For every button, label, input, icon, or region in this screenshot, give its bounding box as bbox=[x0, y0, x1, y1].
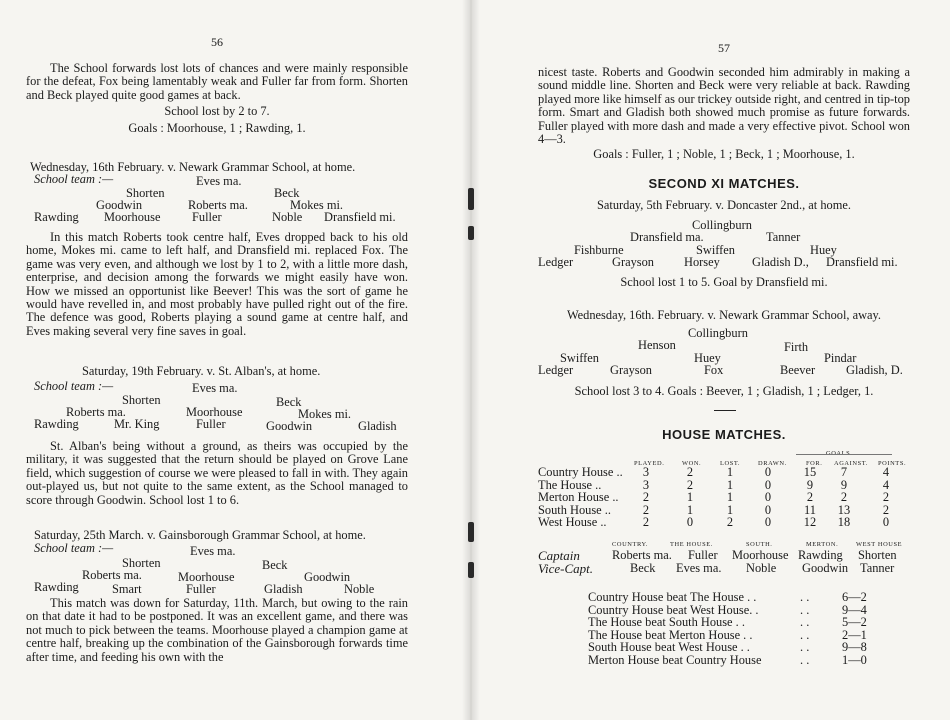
player-forward: Fuller bbox=[192, 210, 222, 224]
player-half: Goodwin bbox=[304, 570, 351, 584]
player-half: Roberts ma. bbox=[82, 568, 142, 582]
column-header: WON. bbox=[682, 460, 702, 467]
table-cell: 2 bbox=[726, 515, 734, 530]
player-forward: Noble bbox=[344, 582, 375, 596]
player-forward: Gladish bbox=[358, 419, 397, 433]
table-cell: 2 bbox=[686, 477, 694, 492]
table-cell: 2 bbox=[806, 490, 814, 505]
result-dots: . . bbox=[800, 590, 810, 604]
table-cell: 15 bbox=[803, 465, 817, 479]
player-half: Huey bbox=[810, 243, 837, 257]
player-half: Roberts ma. bbox=[66, 405, 126, 419]
table-cell: 12 bbox=[803, 515, 817, 530]
player-back: Beck bbox=[276, 395, 302, 409]
table-cell: 0 bbox=[686, 515, 694, 530]
captain-column-header: WEST HOUSE bbox=[856, 541, 903, 548]
match-heading: Wednesday, 16th. February. v. Newark Grammar School, away. bbox=[566, 308, 882, 322]
team-label: School team :— bbox=[34, 172, 114, 187]
section-rule bbox=[714, 410, 736, 411]
player-back: Dransfield ma. bbox=[630, 230, 704, 244]
player-forward: Gladish D., bbox=[752, 255, 809, 269]
vice-captain-name: Noble bbox=[746, 561, 777, 575]
captain-label: Captain bbox=[538, 548, 580, 563]
captain-column-header: COUNTRY. bbox=[612, 541, 649, 548]
table-cell: 4 bbox=[882, 477, 890, 492]
table-cell: 1 bbox=[686, 502, 694, 517]
player-half: Huey bbox=[694, 351, 721, 365]
player-back: Tanner bbox=[766, 230, 801, 244]
vice-captain-name: Beck bbox=[630, 561, 656, 575]
result-score: 1—0 bbox=[842, 653, 867, 667]
player-forward: Grayson bbox=[610, 363, 652, 377]
player-back: Beck bbox=[262, 558, 288, 572]
result-dots: . . bbox=[800, 615, 810, 630]
result-dots: . . bbox=[800, 602, 810, 617]
captain-name: Rawding bbox=[798, 548, 843, 562]
house-name: West House .. bbox=[538, 515, 607, 530]
match-report: St. Alban's being without a ground, as theirs was occupied by the military, it was suggested that the return should be played on Grove Lane field, which suggestion of course we were pleased to fall in with. They again out-played us, but not quite to the same extent, as the School managed to score through Goodwin. School lost 1 to 6. bbox=[26, 439, 408, 507]
table-cell: 3 bbox=[642, 477, 650, 492]
team-label: School team :— bbox=[34, 541, 114, 556]
match-report: This match was down for Saturday, 11th. March, but owing to the rain on that date it had to be postponed. It was an excellent game, and there was not much to pick between the teams. Moorhouse played a champion game at centre half, breaking up the combination of the Gainsborough forwards time after time, and feeding his own with the bbox=[26, 596, 408, 664]
vice-captain-name: Eves ma. bbox=[676, 561, 722, 575]
result-match: South House beat West House . . bbox=[588, 640, 750, 655]
column-header: POINTS. bbox=[878, 460, 907, 467]
left-page bbox=[26, 0, 408, 720]
table-cell: 0 bbox=[764, 477, 772, 492]
captain-name: Roberts ma. bbox=[612, 548, 672, 562]
player-half: Swiffen bbox=[696, 243, 736, 257]
match-heading: Saturday, 25th March. v. Gainsborough Grammar School, at home. bbox=[34, 528, 366, 543]
match-goals: Goals : Moorhouse, 1 ; Rawding, 1. bbox=[128, 121, 306, 135]
section-heading: HOUSE MATCHES. bbox=[662, 427, 786, 442]
player-half: Moorhouse bbox=[186, 405, 243, 419]
house-name: Merton House .. bbox=[538, 490, 619, 505]
match-result: School lost 3 to 4. Goals : Beever, 1 ; Gladish, 1 ; Ledger, 1. bbox=[574, 384, 874, 398]
table-cell: 13 bbox=[837, 502, 851, 517]
page-number: 57 bbox=[718, 41, 730, 55]
result-dots: . . bbox=[800, 640, 810, 655]
player-forward: Rawding bbox=[34, 580, 79, 594]
player-forward: Fuller bbox=[196, 417, 226, 431]
player-forward: Smart bbox=[112, 582, 142, 596]
column-header: PLAYED. bbox=[634, 460, 665, 467]
player-half: Goodwin bbox=[96, 198, 143, 212]
table-cell: 2 bbox=[642, 490, 650, 505]
match-heading: Wednesday, 16th February. v. Newark Grammar School, at home. bbox=[30, 160, 356, 175]
table-cell: 1 bbox=[726, 502, 734, 517]
player-half: Moorhouse bbox=[178, 570, 235, 584]
result-match: Merton House beat Country House bbox=[588, 653, 762, 667]
captain-column-header: THE HOUSE. bbox=[670, 541, 713, 548]
match-heading: Saturday, 19th February. v. St. Alban's, at home. bbox=[82, 364, 321, 379]
result-score: 9—4 bbox=[842, 602, 867, 617]
player-forward: Gladish, D. bbox=[846, 363, 903, 377]
player-back: Firth bbox=[784, 340, 809, 354]
player-goal: Eves ma. bbox=[192, 381, 238, 395]
player-forward: Ledger bbox=[538, 255, 574, 269]
vice-captain-label: Vice-Capt. bbox=[538, 561, 593, 576]
table-cell: 9 bbox=[840, 477, 848, 492]
table-cell: 1 bbox=[726, 465, 734, 479]
table-cell: 1 bbox=[726, 477, 734, 492]
player-forward: Grayson bbox=[612, 255, 654, 269]
house-name: South House .. bbox=[538, 502, 611, 517]
player-forward: Goodwin bbox=[266, 419, 313, 433]
section-heading: SECOND XI MATCHES. bbox=[648, 176, 800, 191]
player-forward: Noble bbox=[272, 210, 303, 224]
player-back: Shorten bbox=[122, 393, 161, 407]
result-match: Country House beat West House. . bbox=[588, 602, 759, 617]
player-goal: Collingburn bbox=[692, 218, 752, 232]
player-forward: Moorhouse bbox=[104, 210, 161, 224]
player-goal: Eves ma. bbox=[190, 544, 236, 558]
table-cell: 2 bbox=[686, 465, 694, 479]
table-cell: 0 bbox=[764, 465, 772, 479]
captain-name: Moorhouse bbox=[732, 548, 789, 562]
table-cell: 0 bbox=[764, 490, 772, 505]
house-name: Country House .. bbox=[538, 465, 623, 479]
table-cell: 2 bbox=[882, 490, 890, 505]
result-dots: . . bbox=[800, 653, 810, 667]
player-goal: Collingburn bbox=[688, 326, 748, 340]
book-gutter bbox=[462, 0, 480, 720]
player-back: Shorten bbox=[122, 556, 161, 570]
table-cell: 7 bbox=[840, 465, 848, 479]
table-cell: 1 bbox=[726, 490, 734, 505]
staple-top bbox=[468, 188, 474, 210]
player-forward: Fox bbox=[704, 363, 724, 377]
player-forward: Beever bbox=[780, 363, 816, 377]
player-forward: Dransfield mi. bbox=[324, 210, 396, 224]
player-forward: Horsey bbox=[684, 255, 720, 269]
table-cell: 11 bbox=[804, 502, 816, 517]
captain-column-header: MERTON. bbox=[806, 541, 839, 548]
table-cell: 4 bbox=[882, 465, 890, 479]
column-header: LOST. bbox=[720, 460, 741, 467]
table-cell: 2 bbox=[642, 502, 650, 517]
player-half: Swiffen bbox=[560, 351, 600, 365]
house-name: The House .. bbox=[538, 477, 602, 492]
table-cell: 3 bbox=[642, 465, 650, 479]
staple-bottom bbox=[468, 562, 474, 578]
result-score: 6—2 bbox=[842, 590, 867, 604]
player-half: Roberts ma. bbox=[188, 198, 248, 212]
table-cell: 2 bbox=[882, 502, 890, 517]
match-heading: Saturday, 5th February. v. Doncaster 2nd., at home. bbox=[597, 198, 851, 212]
player-forward: Mr. King bbox=[114, 417, 160, 431]
player-half: Mokes mi. bbox=[298, 407, 352, 421]
player-forward: Fuller bbox=[186, 582, 216, 596]
player-forward: Ledger bbox=[538, 363, 574, 377]
team-label: School team :— bbox=[34, 379, 114, 394]
staple-upper bbox=[468, 226, 474, 240]
captain-name: Shorten bbox=[858, 548, 897, 562]
result-match: Country House beat The House . . bbox=[588, 590, 757, 604]
result-dots: . . bbox=[800, 627, 810, 642]
player-forward: Rawding bbox=[34, 417, 79, 431]
result-score: 5—2 bbox=[842, 615, 867, 630]
result-score: 9—8 bbox=[842, 640, 867, 655]
captain-name: Fuller bbox=[688, 548, 718, 562]
table-cell: 0 bbox=[764, 502, 772, 517]
player-goal: Eves ma. bbox=[196, 174, 242, 188]
player-back: Henson bbox=[638, 338, 676, 352]
player-back: Beck bbox=[274, 186, 300, 200]
table-cell: 18 bbox=[837, 515, 851, 530]
result-match: The House beat Merton House . . bbox=[588, 627, 753, 642]
intro-paragraph: The School forwards lost lots of chances and were mainly responsible for the defeat, Fox being lamentably weak and Fuller far from form. Shorten and Beck played quite good games at back. bbox=[26, 61, 408, 102]
table-cell: 2 bbox=[840, 490, 848, 505]
table-cell: 0 bbox=[764, 515, 772, 530]
goals-line: Goals : Fuller, 1 ; Noble, 1 ; Beck, 1 ; Moorhouse, 1. bbox=[593, 147, 855, 161]
vice-captain-name: Tanner bbox=[860, 561, 895, 575]
goals-group-rule bbox=[796, 454, 892, 455]
right-page bbox=[538, 0, 910, 720]
match-result: School lost 1 to 5. Goal by Dransfield mi. bbox=[620, 275, 828, 289]
vice-captain-name: Goodwin bbox=[802, 561, 849, 575]
result-score: 2—1 bbox=[842, 627, 867, 642]
table-cell: 0 bbox=[882, 515, 890, 530]
column-header: FOR. bbox=[806, 460, 823, 467]
table-cell: 1 bbox=[686, 490, 694, 505]
page-number: 56 bbox=[211, 35, 223, 49]
player-half: Pindar bbox=[824, 351, 857, 365]
continuation-paragraph: nicest taste. Roberts and Goodwin seconded him admirably in making a sound middle line. Shorten and Beck were very reliable at back. Rawding played more like himself as our trickey outside right, and centred in tip-top form. Smart and Gladish both showed much promise as future forwards. Fuller played with more dash and made a very effective pivot. School won 4—3. bbox=[538, 65, 910, 147]
player-half: Mokes mi. bbox=[290, 198, 344, 212]
column-header: DRAWN. bbox=[758, 460, 787, 467]
result-match: The House beat South House . . bbox=[588, 615, 745, 630]
match-report: In this match Roberts took centre half, Eves dropped back to his old home, Mokes mi. came to left half, and Dransfield mi. replaced Fox. The game was very even, and although we lost by 1 to 2, with a little more dash, enterprise, and decision among the forwards we might easily have won. How we missed an opportunist like Beever! This was the sort of game he would have revelled in, and most probably have pulled right out of the fire. The defence was good, Roberts playing a sound game at centre half, and Eves making several very fine saves in goal. bbox=[26, 230, 408, 338]
column-header: AGAINST. bbox=[834, 460, 868, 467]
table-cell: 2 bbox=[642, 515, 650, 530]
table-cell: 9 bbox=[806, 477, 814, 492]
captain-column-header: SOUTH. bbox=[746, 541, 773, 548]
player-back: Shorten bbox=[126, 186, 165, 200]
match-result: School lost by 2 to 7. bbox=[164, 104, 270, 118]
player-forward: Dransfield mi. bbox=[826, 255, 898, 269]
player-half: Fishburne bbox=[574, 243, 624, 257]
player-forward: Rawding bbox=[34, 210, 79, 224]
staple-lower bbox=[468, 522, 474, 542]
player-forward: Gladish bbox=[264, 582, 303, 596]
